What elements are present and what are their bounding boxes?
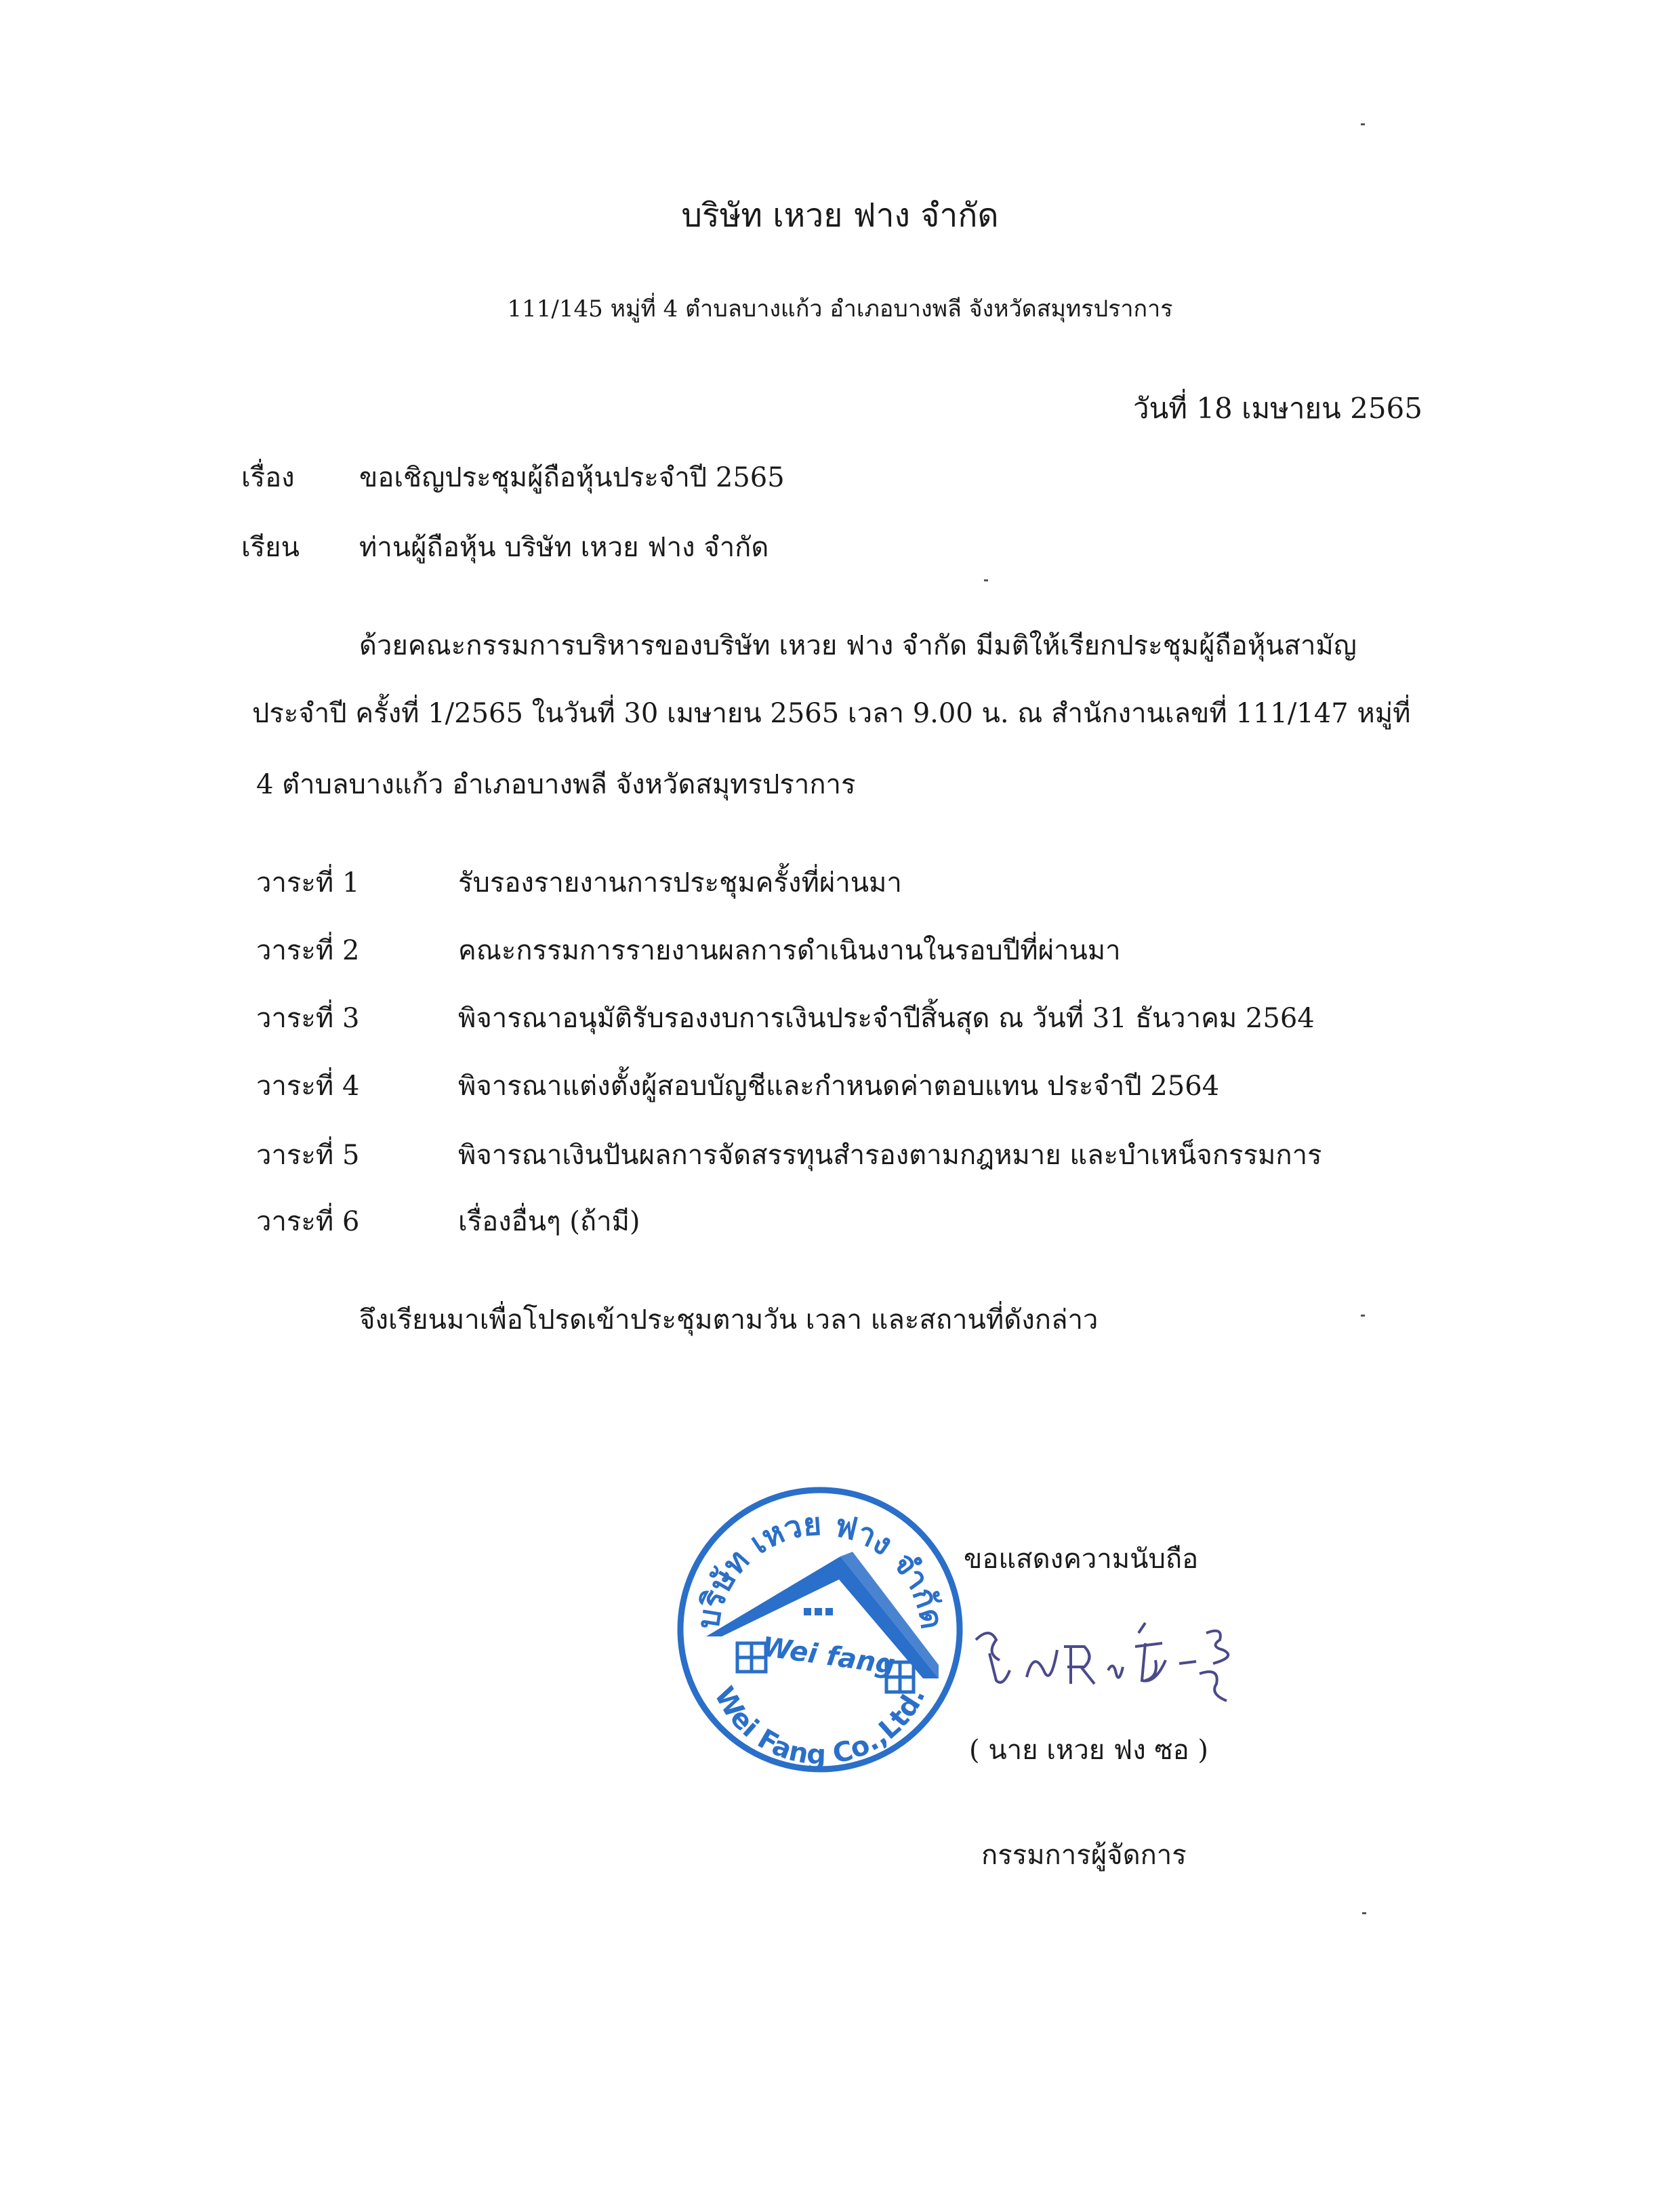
agenda-label-1: วาระที่ 1 bbox=[256, 867, 360, 899]
agenda-text-4: พิจารณาแต่งตั้งผู้สอบบัญชีและกำหนดค่าตอบแทน ประจำปี 2564 bbox=[458, 1071, 1220, 1102]
closing-line: จึงเรียนมาเพื่อโปรดเข้าประชุมตามวัน เวลา และสถานที่ดังกล่าว bbox=[359, 1304, 1099, 1336]
small-windows-icon bbox=[804, 1608, 833, 1615]
body-line-2: ประจำปี ครั้งที่ 1/2565 ในวันที่ 30 เมษายน 2565 เวลา 9.00 น. ณ สำนักงานเลขที่ 111/147 หมู่ที่ bbox=[252, 698, 1411, 729]
recipient-label: เรียน bbox=[241, 532, 300, 563]
seal-top-text: บริษัท เหวย ฟาง จำกัด bbox=[689, 1505, 951, 1632]
agenda-label-2: วาระที่ 2 bbox=[256, 935, 360, 966]
letter-date: วันที่ 18 เมษายน 2565 bbox=[1133, 392, 1422, 425]
handwritten-signature bbox=[962, 1613, 1261, 1714]
signer-position: กรรมการผู้จัดการ bbox=[981, 1840, 1187, 1871]
seal-bottom-text: Wei Fang Co.,Ltd. bbox=[708, 1681, 932, 1771]
scan-speck bbox=[1362, 1912, 1366, 1914]
subject-label: เรื่อง bbox=[241, 462, 295, 493]
signer-name: ( นาย เหวย ฟง ซอ ) bbox=[969, 1735, 1208, 1766]
body-line-1: ด้วยคณะกรรมการบริหารของบริษัท เหวย ฟาง จำกัด มีมติให้เรียกประชุมผู้ถือหุ้นสามัญ bbox=[359, 630, 1357, 661]
recipient-text: ท่านผู้ถือหุ้น บริษัท เหวย ฟาง จำกัด bbox=[359, 532, 769, 563]
agenda-text-5: พิจารณาเงินปันผลการจัดสรรทุนสำรองตามกฎหมาย และบำเหน็จกรรมการ bbox=[458, 1140, 1322, 1171]
agenda-text-6: เรื่องอื่นๆ (ถ้ามี) bbox=[458, 1206, 640, 1237]
agenda-text-3: พิจารณาอนุมัติรับรองงบการเงินประจำปีสิ้นสุด ณ วันที่ 31 ธันวาคม 2564 bbox=[458, 1003, 1315, 1034]
company-name: บริษัท เหวย ฟาง จำกัด bbox=[681, 197, 999, 234]
agenda-text-1: รับรองรายงานการประชุมครั้งที่ผ่านมา bbox=[458, 867, 902, 899]
company-seal bbox=[671, 1481, 969, 1779]
agenda-label-6: วาระที่ 6 bbox=[256, 1206, 360, 1237]
seal-center-text: Wei fang bbox=[760, 1631, 897, 1681]
subject-text: ขอเชิญประชุมผู้ถือหุ้นประจำปี 2565 bbox=[359, 462, 785, 493]
scan-speck bbox=[1361, 123, 1365, 125]
scan-speck bbox=[1361, 1315, 1365, 1317]
body-line-3: 4 ตำบลบางแก้ว อำเภอบางพลี จังหวัดสมุทรปราการ bbox=[256, 769, 856, 800]
regards-text: ขอแสดงความนับถือ bbox=[964, 1544, 1199, 1575]
company-address: 111/145 หมู่ที่ 4 ตำบลบางแก้ว อำเภอบางพลี จังหวัดสมุทรปราการ bbox=[507, 295, 1173, 323]
agenda-text-2: คณะกรรมการรายงานผลการดำเนินงานในรอบปีที่ผ่านมา bbox=[458, 935, 1121, 966]
scan-speck bbox=[984, 579, 988, 581]
agenda-label-4: วาระที่ 4 bbox=[256, 1071, 360, 1102]
agenda-label-3: วาระที่ 3 bbox=[256, 1003, 360, 1034]
agenda-label-5: วาระที่ 5 bbox=[256, 1140, 360, 1171]
